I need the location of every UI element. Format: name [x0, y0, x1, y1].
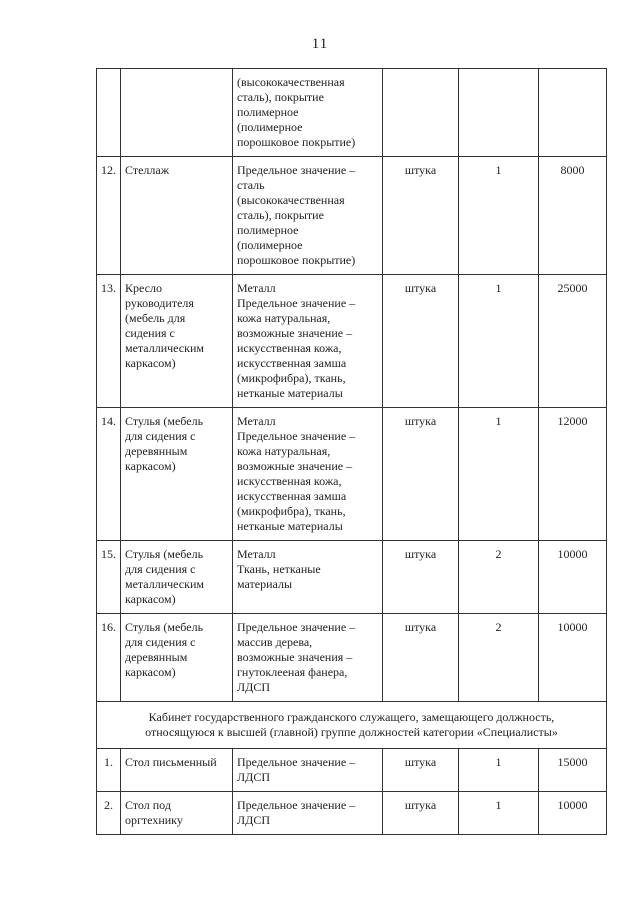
table-body [97, 69, 607, 835]
item-name-line: для сидения с [125, 562, 196, 576]
table-row [97, 408, 607, 541]
item-characteristics-line: (полимерное [237, 238, 303, 252]
item-characteristics-line: сталь), покрытие [237, 208, 324, 222]
item-characteristics-line: искусственная замша [237, 356, 347, 370]
item-name-line: Стулья (мебель [125, 620, 204, 634]
item-characteristics-line: искусственная кожа, [237, 341, 342, 355]
item-name-line: металлическим [125, 341, 204, 355]
item-name-line: каркасом) [125, 459, 176, 473]
item-price [539, 69, 607, 157]
page-number: 11 [311, 36, 329, 52]
table-row [97, 749, 607, 792]
item-price: 12000 [539, 408, 607, 541]
section-heading-row [97, 702, 607, 749]
item-characteristics-line: возможные значение – [237, 459, 353, 473]
item-characteristics-line: полимерное [237, 105, 299, 119]
item-characteristics-line: (микрофибра), ткань, [237, 504, 346, 518]
item-characteristics-line: искусственная замша [237, 489, 347, 503]
item-name-line: деревянным [125, 650, 188, 664]
item-characteristics-line: Предельное значение – [237, 798, 356, 812]
table-row [97, 275, 607, 408]
item-name [121, 157, 233, 275]
item-characteristics-line: Ткань, нетканые [237, 562, 321, 576]
item-characteristics-line: сталь [237, 178, 265, 192]
item-characteristics [233, 408, 383, 541]
item-characteristics-line: Предельное значение – [237, 620, 356, 634]
item-quantity: 2 [459, 541, 539, 614]
item-name [121, 408, 233, 541]
table-row [97, 69, 607, 157]
item-characteristics-line: порошковое покрытие) [237, 135, 356, 149]
item-quantity: 1 [459, 408, 539, 541]
item-name-line: для сидения с [125, 635, 196, 649]
table-row [97, 157, 607, 275]
item-characteristics-line: ЛДСП [237, 813, 270, 827]
table-row [97, 614, 607, 702]
furniture-table [96, 68, 607, 835]
row-number [97, 69, 121, 157]
item-characteristics-line: Предельное значение – [237, 429, 356, 443]
item-characteristics-line: (высококачественная [237, 193, 345, 207]
item-name-line: каркасом) [125, 592, 176, 606]
item-characteristics-line: Предельное значение – [237, 163, 356, 177]
item-name-line: сидения с [125, 326, 175, 340]
row-number: 2. [97, 792, 121, 835]
item-unit: штука [383, 614, 459, 702]
item-characteristics-line: сталь), покрытие [237, 90, 324, 104]
row-number: 1. [97, 749, 121, 792]
table-row [97, 792, 607, 835]
item-characteristics-line: гнутоклееная фанера, [237, 665, 348, 679]
item-characteristics-line: массив дерева, [237, 635, 313, 649]
section-heading [97, 702, 607, 749]
item-quantity: 1 [459, 275, 539, 408]
item-price: 15000 [539, 749, 607, 792]
item-characteristics-line: материалы [237, 577, 293, 591]
item-quantity: 1 [459, 792, 539, 835]
item-characteristics-line: порошковое покрытие) [237, 253, 356, 267]
item-characteristics-line: полимерное [237, 223, 299, 237]
item-name [121, 614, 233, 702]
item-characteristics [233, 275, 383, 408]
item-quantity: 1 [459, 157, 539, 275]
row-number: 13. [97, 275, 121, 408]
item-unit: штука [383, 792, 459, 835]
item-quantity: 1 [459, 749, 539, 792]
item-price: 8000 [539, 157, 607, 275]
item-unit: штука [383, 275, 459, 408]
item-name-line: металлическим [125, 577, 204, 591]
row-number: 15. [97, 541, 121, 614]
item-name-line: Стулья (мебель [125, 414, 204, 428]
item-price: 10000 [539, 792, 607, 835]
item-name [121, 69, 233, 157]
item-name-line: оргтехнику [125, 813, 183, 827]
item-unit: штука [383, 541, 459, 614]
item-name-line: Стол письменный [125, 755, 217, 769]
item-characteristics-line: возможные значение – [237, 326, 353, 340]
row-number: 14. [97, 408, 121, 541]
item-name-line: Кресло [125, 281, 162, 295]
item-name [121, 792, 233, 835]
item-characteristics-line: (полимерное [237, 120, 303, 134]
item-name [121, 275, 233, 408]
item-name-line: Стулья (мебель [125, 547, 204, 561]
item-characteristics-line: (высококачественная [237, 75, 345, 89]
item-characteristics-line: Металл [237, 547, 276, 561]
item-characteristics-line: Предельное значение – [237, 296, 356, 310]
item-characteristics [233, 69, 383, 157]
item-name-line: (мебель для [125, 311, 186, 325]
item-characteristics-line: ЛДСП [237, 680, 270, 694]
item-quantity [459, 69, 539, 157]
item-characteristics-line: искусственная кожа, [237, 474, 342, 488]
item-characteristics-line: нетканые материалы [237, 519, 343, 533]
item-name-line: деревянным [125, 444, 188, 458]
item-characteristics-line: возможные значения – [237, 650, 353, 664]
table-row [97, 541, 607, 614]
item-characteristics-line: нетканые материалы [237, 386, 343, 400]
item-characteristics [233, 749, 383, 792]
item-characteristics-line: Металл [237, 414, 276, 428]
item-characteristics [233, 792, 383, 835]
item-price: 10000 [539, 541, 607, 614]
row-number: 16. [97, 614, 121, 702]
item-name-line: руководителя [125, 296, 194, 310]
item-name-line: каркасом) [125, 356, 176, 370]
row-number: 12. [97, 157, 121, 275]
section-heading-line: относящуюся к высшей (главной) группе должностей категории «Специалисты» [145, 725, 558, 739]
item-unit: штука [383, 749, 459, 792]
item-unit: штука [383, 408, 459, 541]
item-price: 25000 [539, 275, 607, 408]
item-name [121, 749, 233, 792]
item-characteristics [233, 157, 383, 275]
item-name [121, 541, 233, 614]
item-characteristics-line: кожа натуральная, [237, 444, 331, 458]
item-unit: штука [383, 157, 459, 275]
item-name-line: каркасом) [125, 665, 176, 679]
item-name-line: Стеллаж [125, 163, 170, 177]
item-name-line: Стол под [125, 798, 171, 812]
item-characteristics-line: кожа натуральная, [237, 311, 331, 325]
item-characteristics [233, 541, 383, 614]
item-price: 10000 [539, 614, 607, 702]
item-characteristics [233, 614, 383, 702]
item-characteristics-line: Металл [237, 281, 276, 295]
item-name-line: для сидения с [125, 429, 196, 443]
item-characteristics-line: ЛДСП [237, 770, 270, 784]
item-characteristics-line: Предельное значение – [237, 755, 356, 769]
item-quantity: 2 [459, 614, 539, 702]
section-heading-line: Кабинет государственного гражданского служащего, замещающего должность, [148, 710, 555, 724]
item-unit [383, 69, 459, 157]
item-characteristics-line: (микрофибра), ткань, [237, 371, 346, 385]
